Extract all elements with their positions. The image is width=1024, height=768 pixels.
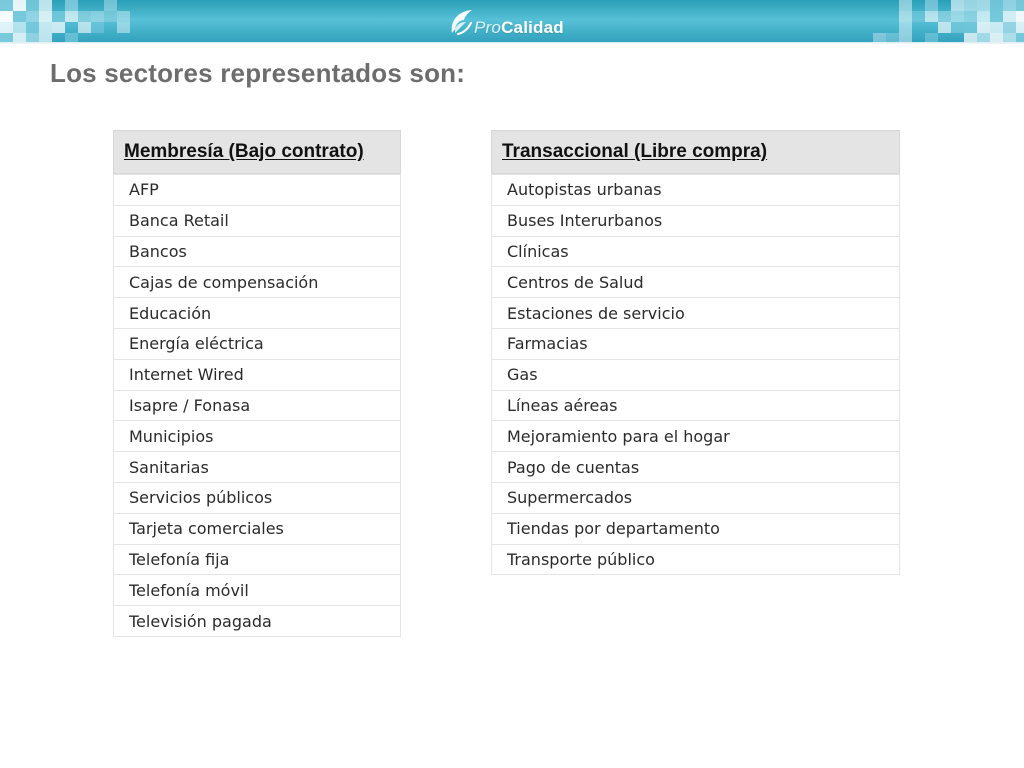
table-row: Televisión pagada (113, 606, 401, 637)
table-row: Pago de cuentas (491, 452, 900, 483)
table-row: Energía eléctrica (113, 329, 401, 360)
table-row: Líneas aéreas (491, 391, 900, 422)
table-row: Tarjeta comerciales (113, 514, 401, 545)
banner-mosaic-right (860, 0, 1024, 44)
table-row: Municipios (113, 421, 401, 452)
membresia-table (113, 130, 401, 637)
membresia-table-rows (113, 174, 401, 637)
table-row: Estaciones de servicio (491, 298, 900, 329)
table-row: Bancos (113, 237, 401, 268)
transaccional-table-rows (491, 174, 900, 575)
slide-title: Los sectores representados son: (50, 58, 466, 88)
table-row: Farmacias (491, 329, 900, 360)
logo-text (474, 18, 564, 38)
table-row: Tiendas por departamento (491, 514, 900, 545)
table-row: Internet Wired (113, 360, 401, 391)
table-row: Banca Retail (113, 206, 401, 237)
logo-swoosh-icon (446, 7, 478, 39)
table-row: Servicios públicos (113, 483, 401, 514)
table-row: Buses Interurbanos (491, 206, 900, 237)
transaccional-table (491, 130, 900, 575)
header-banner (0, 0, 1024, 44)
table-row: Autopistas urbanas (491, 175, 900, 206)
logo-prefix: Pro (474, 18, 502, 37)
table-row: Sanitarias (113, 452, 401, 483)
table-row: Supermercados (491, 483, 900, 514)
table-row: AFP (113, 175, 401, 206)
table-row: Cajas de compensación (113, 267, 401, 298)
procalidad-logo (446, 6, 564, 40)
table-row: Telefonía móvil (113, 575, 401, 606)
banner-mosaic-left (0, 0, 130, 44)
banner-divider (0, 42, 1024, 44)
logo-name: Calidad (501, 18, 564, 37)
table-row: Educación (113, 298, 401, 329)
table-row: Centros de Salud (491, 267, 900, 298)
table-row: Isapre / Fonasa (113, 391, 401, 422)
table-row: Mejoramiento para el hogar (491, 421, 900, 452)
table-row: Clínicas (491, 237, 900, 268)
table-row: Gas (491, 360, 900, 391)
membresia-table-header: Membresía (Bajo contrato) (113, 130, 401, 174)
table-row: Transporte público (491, 545, 900, 576)
transaccional-table-header: Transaccional (Libre compra) (491, 130, 900, 174)
table-row: Telefonía fija (113, 545, 401, 576)
